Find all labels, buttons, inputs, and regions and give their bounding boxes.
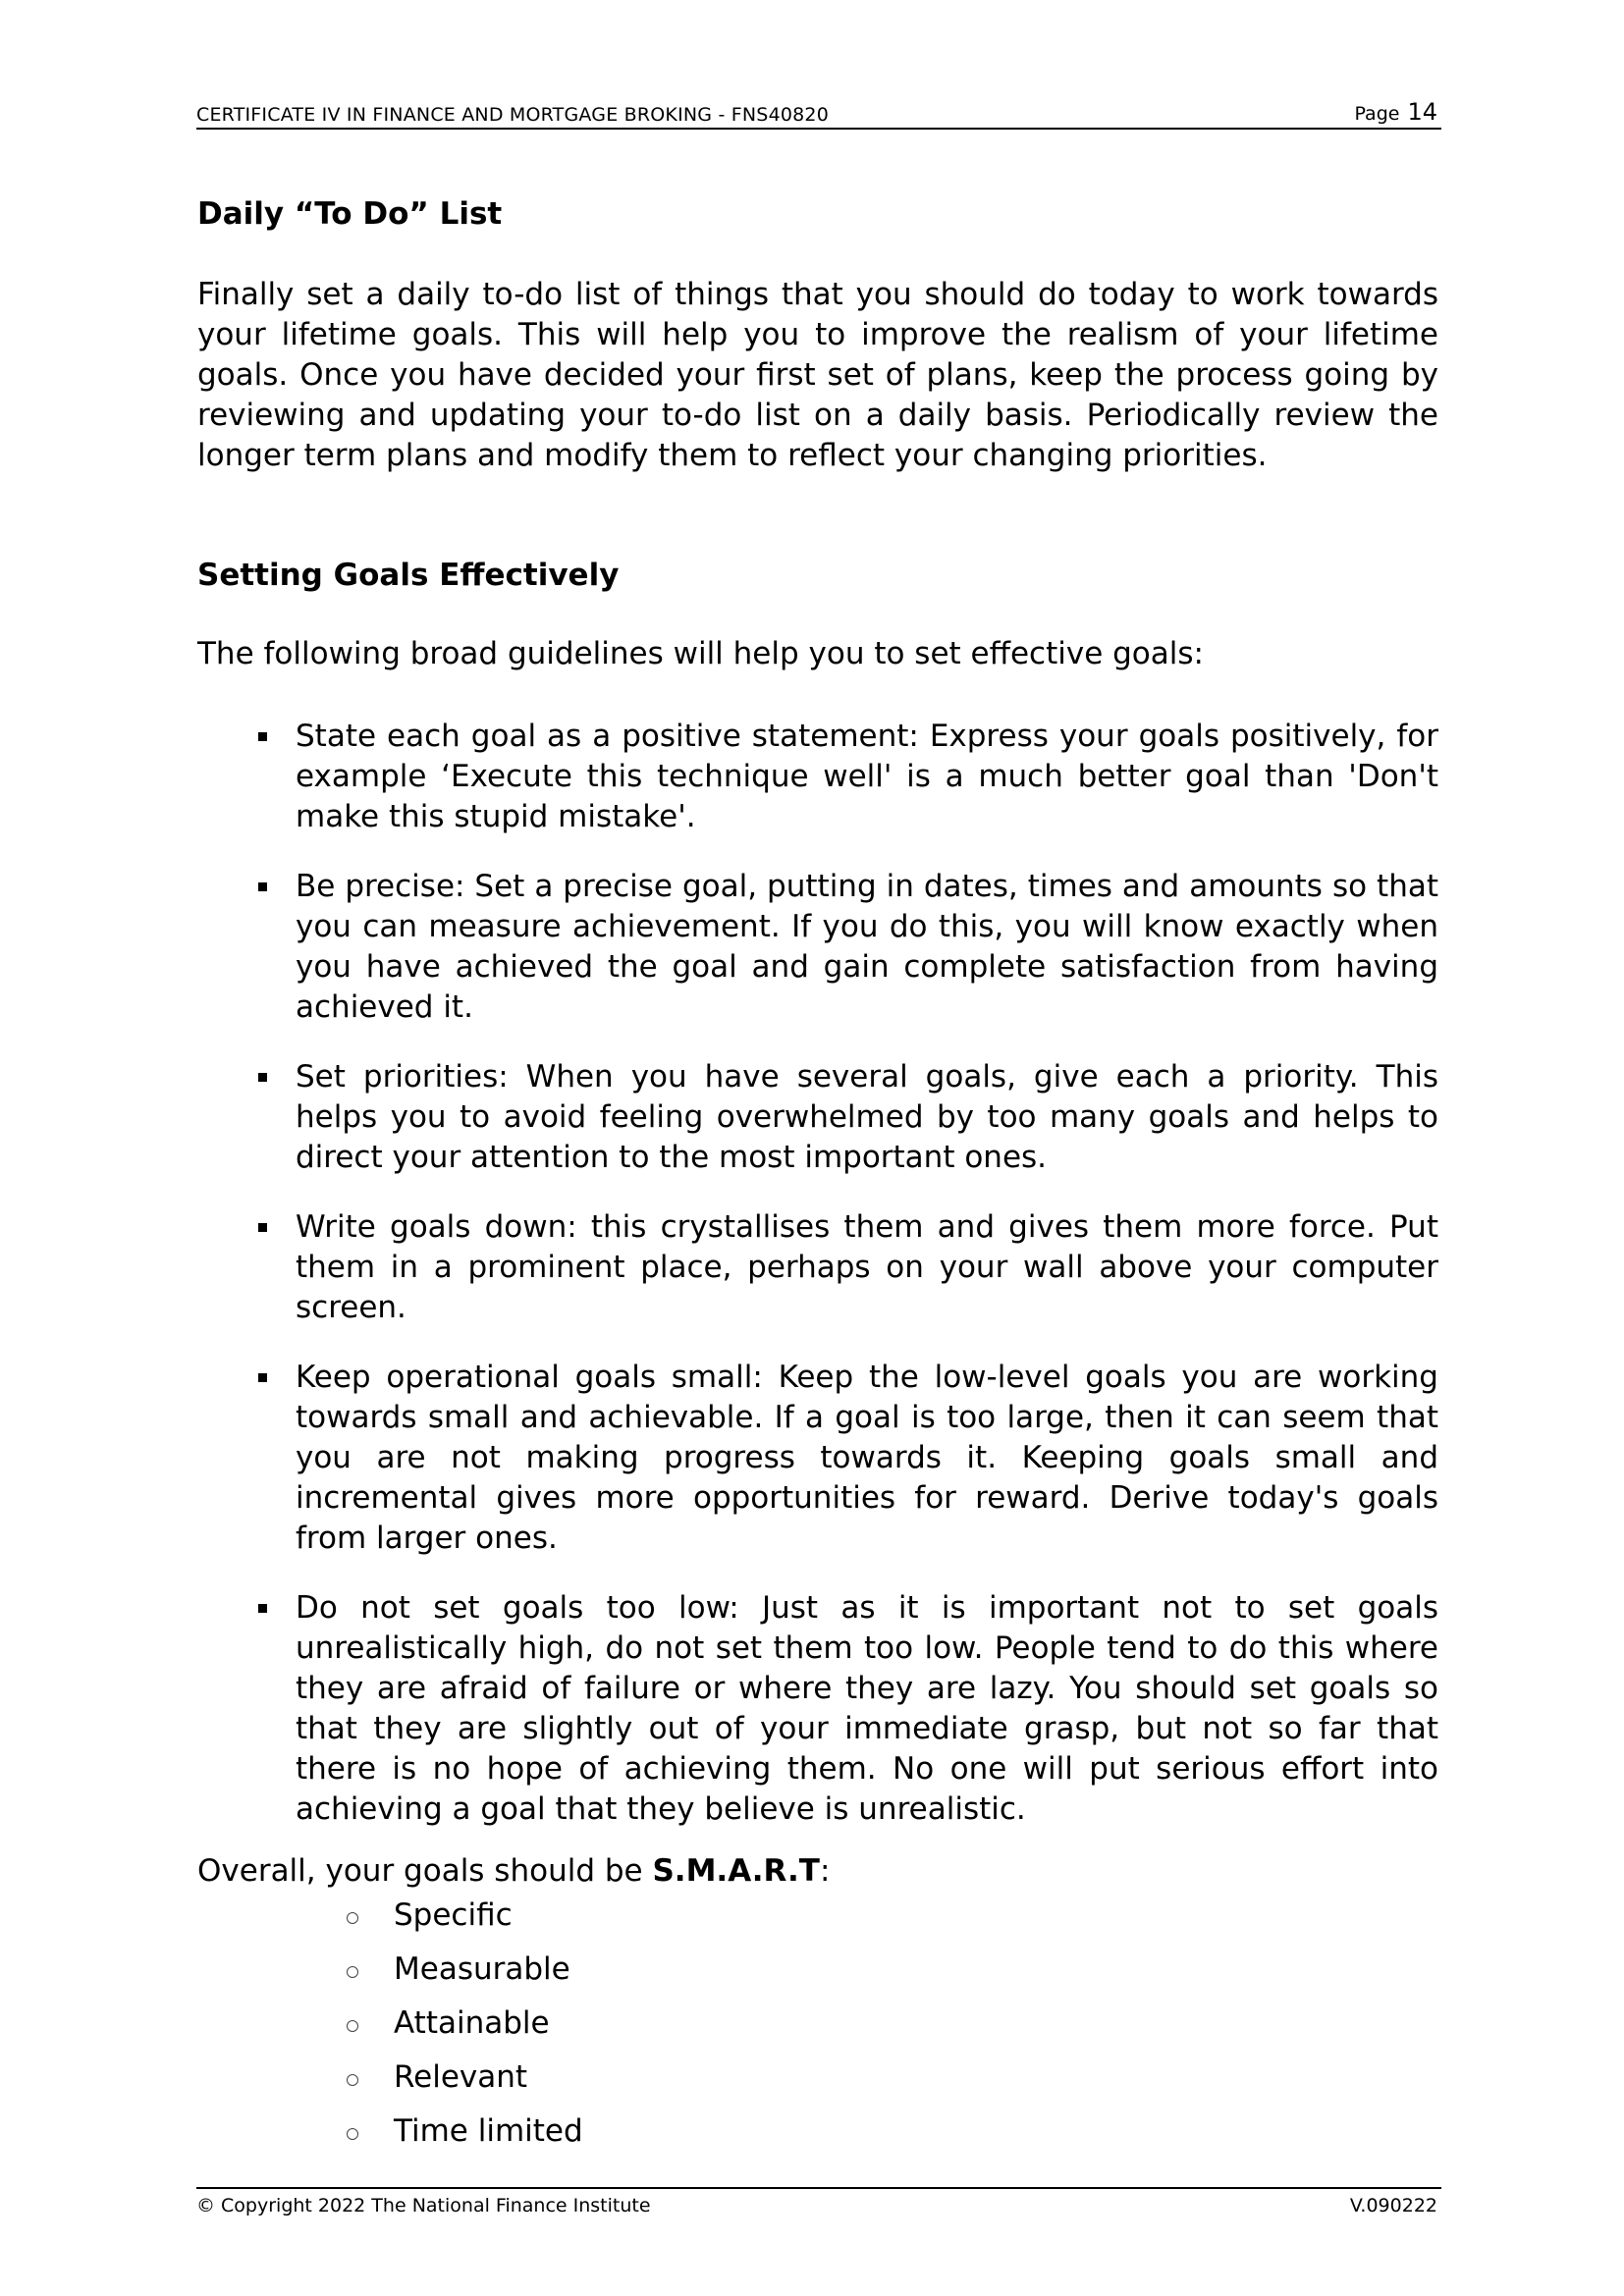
- square-bullet-icon: [258, 1223, 267, 1232]
- page-number-value: 14: [1407, 98, 1437, 126]
- setting-goals-heading: Setting Goals Effectively: [197, 558, 620, 593]
- circle-bullet-icon: [347, 1966, 358, 1978]
- daily-todo-heading: Daily “To Do” List: [197, 196, 503, 232]
- smart-suffix: :: [819, 1853, 831, 1889]
- daily-todo-paragraph: Finally set a daily to-do list of things that you should do today to work towards your lifetime goals. This will help you to improve the realism of your lifetime goals. Once you have decided your first set of plans, keep the process going by reviewing and updating your to-do list on a daily basis. Periodically review the longer term plans and modify them to reflect your changing priorities.: [197, 277, 1438, 473]
- circle-bullet-icon: [347, 2020, 358, 2032]
- guideline-text: Write goals down: this crystallises them and gives them more force. Put them in a prominent place, perhaps on your wall above your computer screen.: [296, 1209, 1438, 1325]
- smart-item: [197, 2057, 1438, 2111]
- smart-item: [197, 2003, 1438, 2057]
- page-footer: [196, 2187, 1441, 2224]
- square-bullet-icon: [258, 1604, 267, 1613]
- guideline-text: Keep operational goals small: Keep the low-level goals you are working towards small and achievable. If a goal is too large, then it can seem that you are not making progress towards it. Keeping goals small and incremental gives more opportunities for reward. Derive today's goals from larger ones.: [296, 1360, 1438, 1556]
- page-content: [197, 194, 1438, 2165]
- version-label: V.090222: [1349, 2195, 1437, 2216]
- smart-prefix: Overall, your goals should be: [197, 1853, 653, 1889]
- page-header: [196, 96, 1441, 130]
- guideline-text: State each goal as a positive statement: Express your goals positively, for example ‘Execute this technique well' is a much better goal than 'Don't make this stupid mistake'.: [296, 719, 1438, 834]
- guideline-item: [197, 1358, 1438, 1559]
- course-title: CERTIFICATE IV IN FINANCE AND MORTGAGE BROKING - FNS40820: [196, 104, 830, 126]
- guideline-text: Set priorities: When you have several goals, give each a priority. This helps you to avoid feeling overwhelmed by too many goals and helps to direct your attention to the most important ones.: [296, 1059, 1438, 1175]
- guideline-item: [197, 867, 1438, 1028]
- page-number: [1354, 98, 1437, 126]
- smart-item: [197, 1949, 1438, 2003]
- smart-item-label: Measurable: [394, 1951, 570, 1987]
- circle-bullet-icon: [347, 2128, 358, 2140]
- guidelines-list: [197, 717, 1438, 1830]
- guidelines-intro: The following broad guidelines will help you to set effective goals:: [197, 636, 1204, 671]
- smart-item-label: Time limited: [394, 2113, 583, 2149]
- square-bullet-icon: [258, 1073, 267, 1082]
- smart-item-label: Relevant: [394, 2059, 528, 2095]
- smart-acronym: S.M.A.R.T: [652, 1853, 820, 1889]
- square-bullet-icon: [258, 1373, 267, 1382]
- guideline-text: Be precise: Set a precise goal, putting in dates, times and amounts so that you can measure achievement. If you do this, you will know exactly when you have achieved the goal and gain complete satisfaction from having achieved it.: [296, 869, 1438, 1025]
- smart-summary: [197, 1851, 1438, 1892]
- smart-item: [197, 2111, 1438, 2165]
- guideline-text: Do not set goals too low: Just as it is important not to set goals unrealistically high, do not set them too low. People tend to do this where they are afraid of failure or where they are lazy. You should set goals so that they are slightly out of your immediate grasp, but not so far that there is no hope of achieving them. No one will put serious effort into achieving a goal that they believe is unrealistic.: [296, 1590, 1438, 1827]
- guideline-item: [197, 1588, 1438, 1830]
- page-label: Page: [1354, 103, 1400, 125]
- smart-list: [197, 1896, 1438, 2165]
- guideline-item: [197, 1057, 1438, 1178]
- circle-bullet-icon: [347, 1912, 358, 1924]
- smart-item-label: Specific: [394, 1897, 513, 1933]
- smart-item-label: Attainable: [394, 2005, 550, 2041]
- circle-bullet-icon: [347, 2074, 358, 2086]
- guideline-item: [197, 1207, 1438, 1328]
- square-bullet-icon: [258, 732, 267, 741]
- copyright-notice: © Copyright 2022 The National Finance Institute: [196, 2195, 651, 2216]
- guideline-item: [197, 717, 1438, 837]
- smart-item: [197, 1896, 1438, 1949]
- square-bullet-icon: [258, 882, 267, 891]
